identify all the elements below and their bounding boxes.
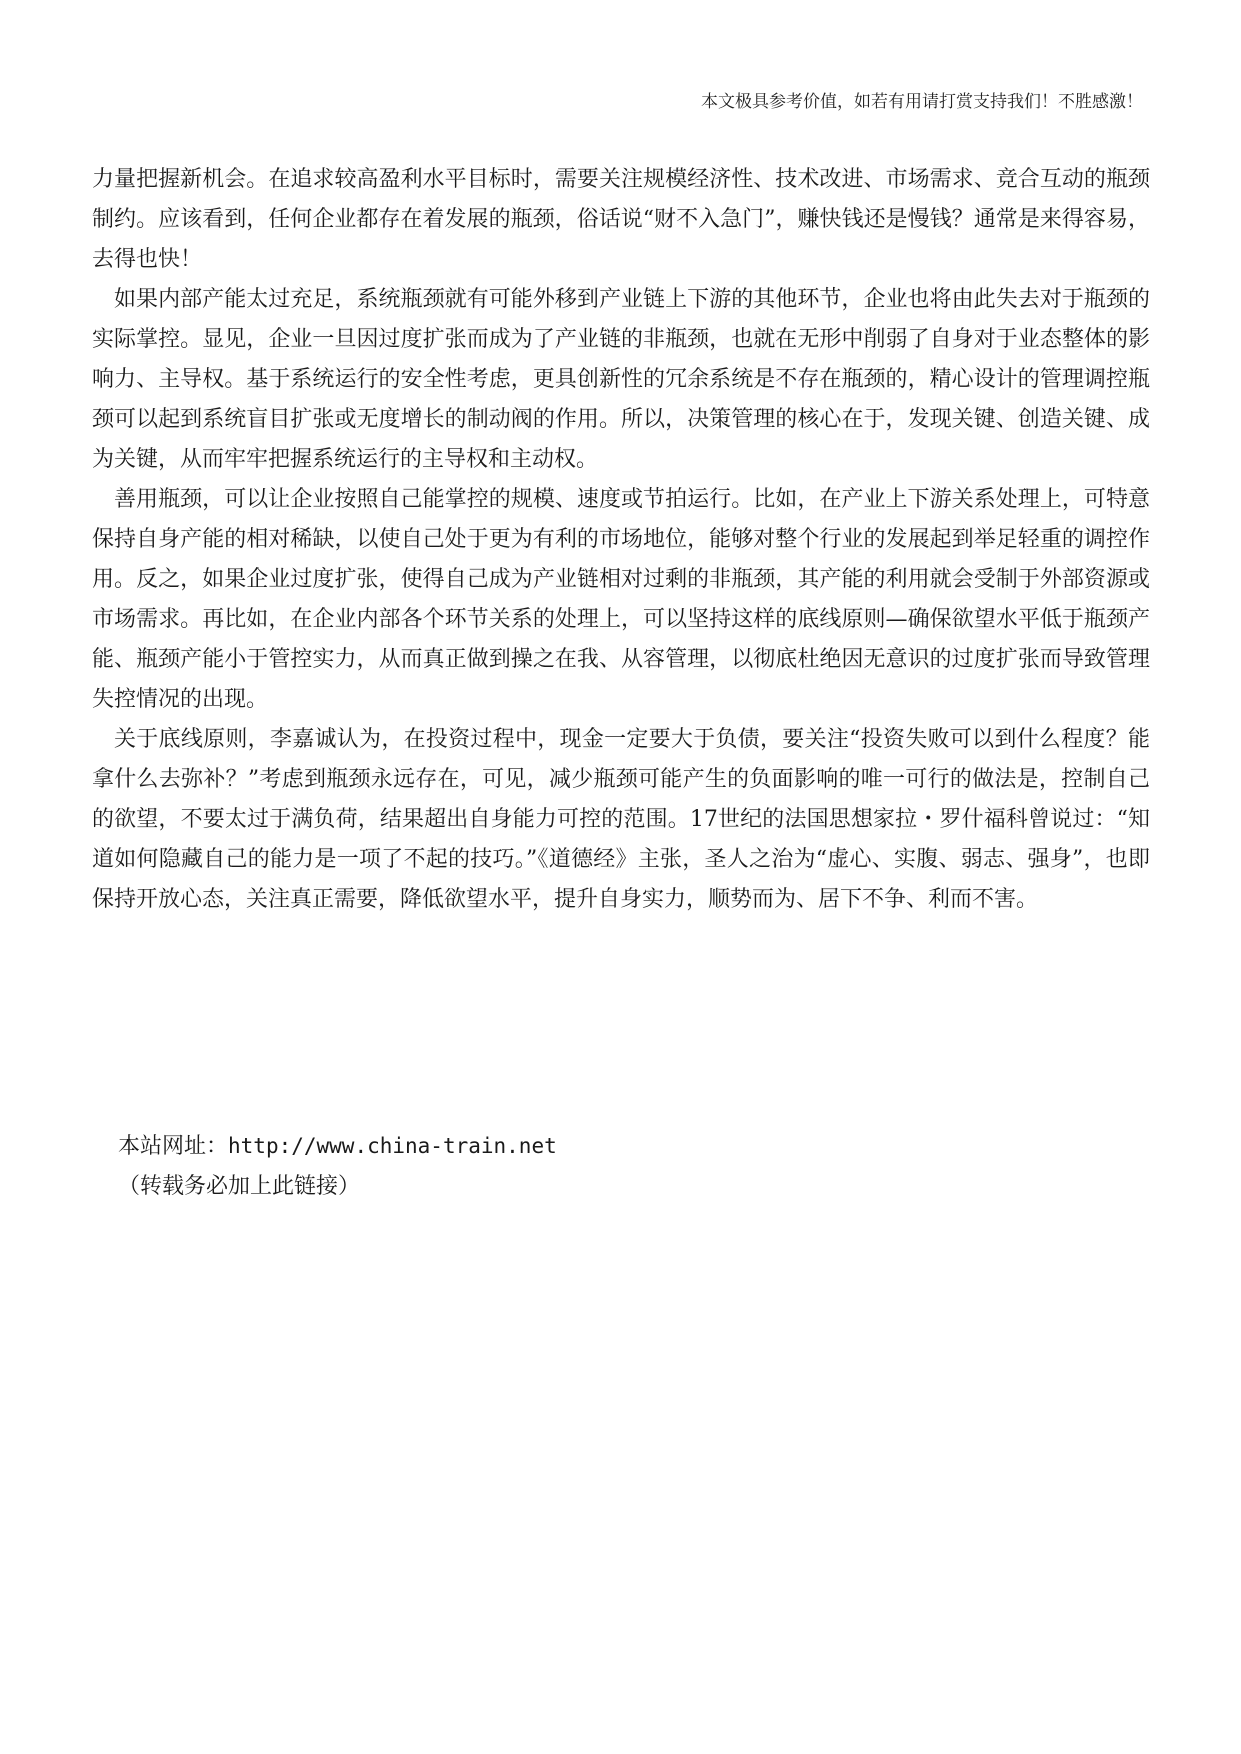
site-url-link[interactable]: http://www.china-train.net	[228, 1134, 557, 1158]
paragraph-3: 善用瓶颈，可以让企业按照自己能掌控的规模、速度或节拍运行。比如，在产业上下游关系处理上，可特意保持自身产能的相对稀缺，以使自己处于更为有利的市场地位，能够对整个行业的发展起到举足轻重的调控作用。反之，如果企业过度扩张，使得自己成为产业链相对过剩的非瓶颈，其产能的利用就会受制于外部资源或市场需求。再比如，在企业内部各个环节关系的处理上，可以坚持这样的底线原则—确保欲望水平低于瓶颈产能、瓶颈产能小于管控实力，从而真正做到操之在我、从容管理，以彻底杜绝因无意识的过度扩张而导致管理失控情况的出现。	[92, 487, 1150, 712]
site-label: 本站网址：	[118, 1134, 229, 1159]
paragraph-1: 力量把握新机会。在追求较高盈利水平目标时，需要关注规模经济性、技术改进、市场需求、竞合互动的瓶颈制约。应该看到，任何企业都存在着发展的瓶颈，俗话说“财不入急门”，赚快钱还是慢钱？通常是来得容易，去得也快！	[92, 167, 1150, 272]
paragraph-2: 如果内部产能太过充足，系统瓶颈就有可能外移到产业链上下游的其他环节，企业也将由此失去对于瓶颈的实际掌控。显见，企业一旦因过度扩张而成为了产业链的非瓶颈，也就在无形中削弱了自身对于业态整体的影响力、主导权。基于系统运行的安全性考虑，更具创新性的冗余系统是不存在瓶颈的，精心设计的管理调控瓶颈可以起到系统盲目扩张或无度增长的制动阀的作用。所以，决策管理的核心在于，发现关键、创造关键、成为关键，从而牢牢把握系统运行的主导权和主动权。	[92, 287, 1150, 472]
repost-note: （转载务必加上此链接）	[118, 1174, 361, 1199]
site-address-line	[118, 1126, 557, 1167]
site-info	[118, 1126, 557, 1207]
article-body	[92, 160, 1150, 920]
paragraph-4: 关于底线原则，李嘉诚认为，在投资过程中，现金一定要大于负债，要关注“投资失败可以到什么程度？能拿什么去弥补？”考虑到瓶颈永远存在，可见，减少瓶颈可能产生的负面影响的唯一可行的做法是，控制自己的欲望，不要太过于满负荷，结果超出自身能力可控的范围。17世纪的法国思想家拉・罗什福科曾说过：“知道如何隐藏自己的能力是一项了不起的技巧。”《道德经》主张，圣人之治为“虚心、实腹、弱志、强身”，也即保持开放心态，关注真正需要，降低欲望水平，提升自身实力，顺势而为、居下不争、利而不害。	[92, 727, 1150, 912]
header-note: 本文极具参考价值，如若有用请打赏支持我们！不胜感激！	[701, 92, 1143, 112]
